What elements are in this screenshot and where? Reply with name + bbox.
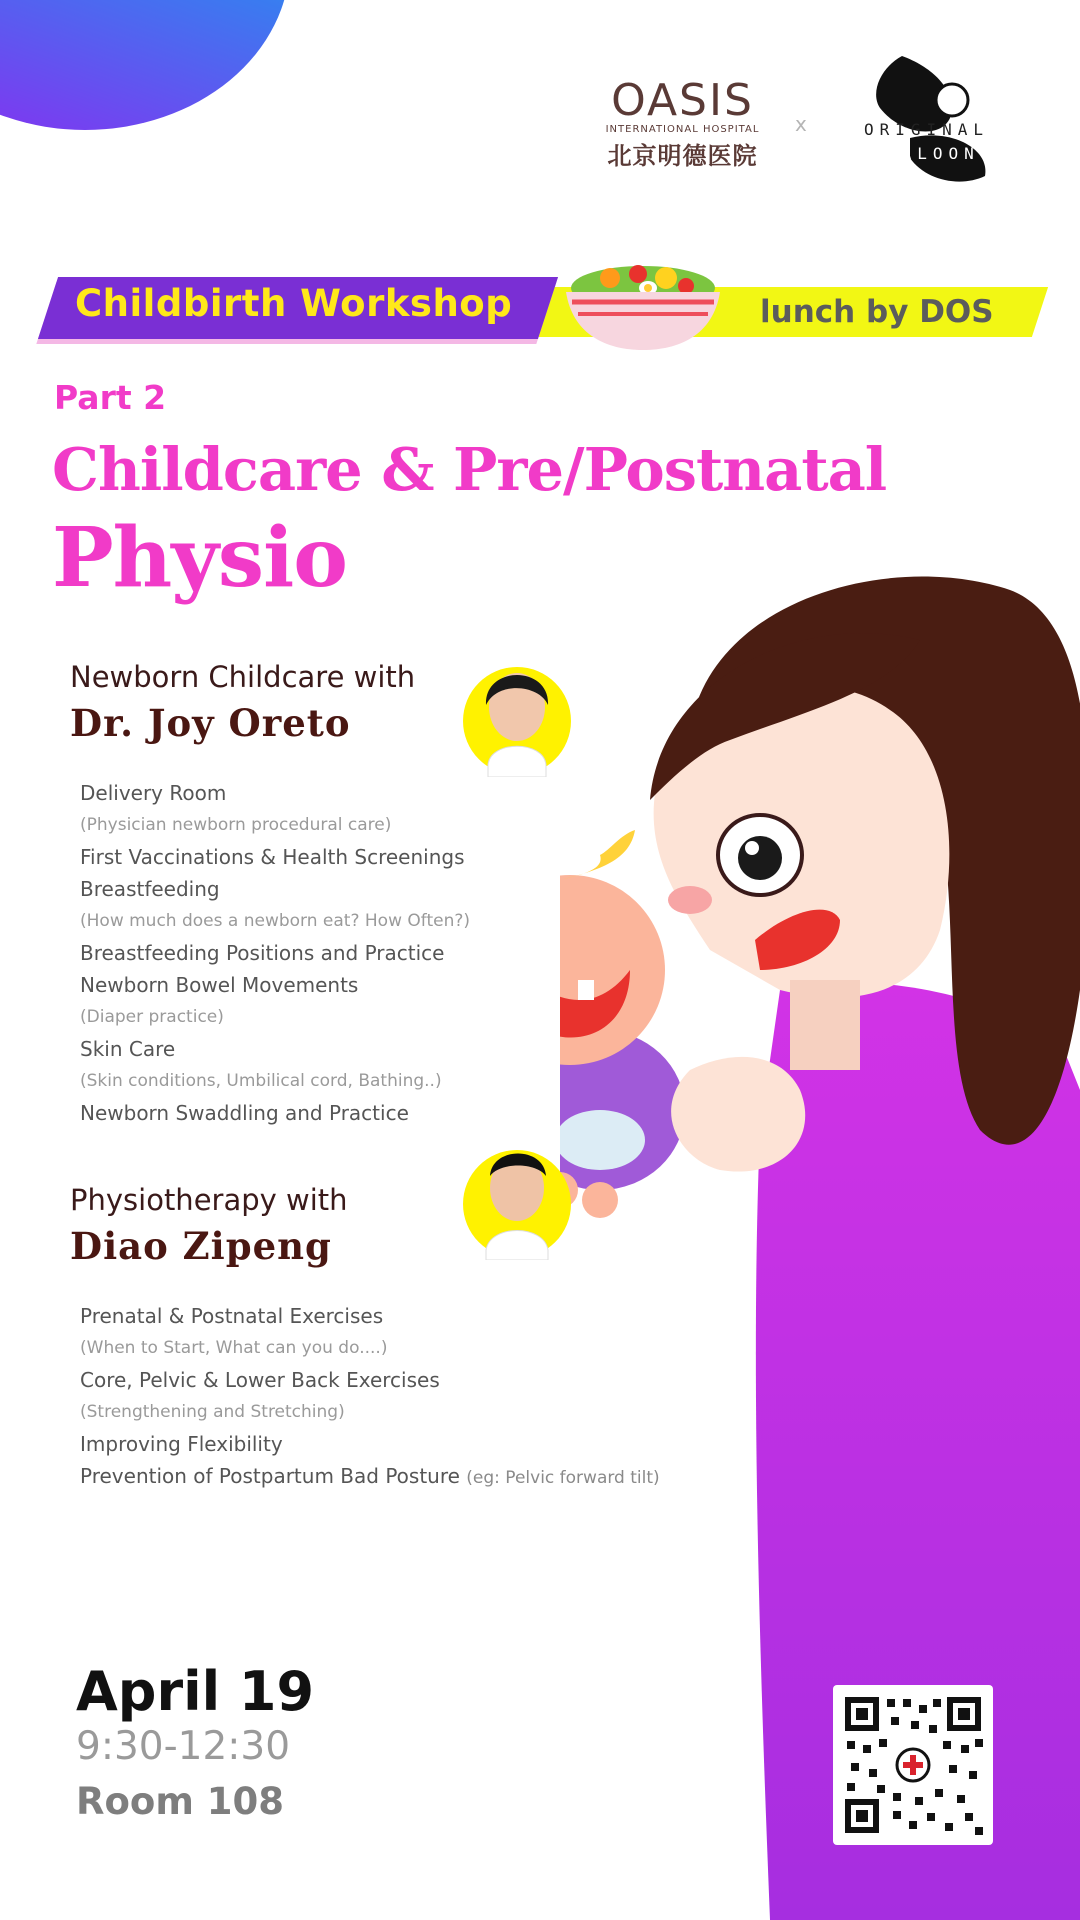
logo-subtitle: INTERNATIONAL HOSPITAL <box>605 124 760 135</box>
speaker1-portrait <box>458 645 576 777</box>
section2-topic-list <box>80 1300 660 1492</box>
collaboration-separator: x <box>795 112 807 136</box>
dos-partner-logo <box>840 48 1000 188</box>
list-item: Skin Care <box>80 1037 176 1061</box>
list-item: Prenatal & Postnatal Exercises <box>80 1304 384 1328</box>
dos-logo-graphic <box>840 48 1000 188</box>
event-time: 9:30-12:30 <box>76 1724 291 1769</box>
event-room: Room 108 <box>76 1780 284 1823</box>
list-item-detail: (Physician newborn procedural care) <box>80 815 392 835</box>
lunch-sponsor-text: lunch by DOS <box>760 294 994 330</box>
speaker2-portrait <box>458 1128 576 1260</box>
salad-bowl-icon <box>558 248 728 358</box>
page-title-line-1: Childcare & Pre/Postnatal <box>52 435 887 504</box>
section2-intro: Physiotherapy with <box>70 1183 348 1217</box>
corner-gradient-shape <box>0 0 290 130</box>
workshop-title: Childbirth Workshop <box>75 282 513 325</box>
list-item-detail: (How much does a newborn eat? How Often?) <box>80 911 470 931</box>
list-item-detail: (When to Start, What can you do....) <box>80 1338 388 1358</box>
qr-code[interactable] <box>833 1685 993 1845</box>
list-item-detail: (Skin conditions, Umbilical cord, Bathing..) <box>80 1071 442 1091</box>
dos-line-1: DO <box>848 98 880 117</box>
dos-line-3: SALOON <box>886 144 980 163</box>
list-item: First Vaccinations & Health Screenings <box>80 845 465 869</box>
list-item-text: Prevention of Postpartum Bad Posture <box>80 1464 460 1488</box>
logo-wordmark: OASIS <box>611 75 754 126</box>
section1-intro: Newborn Childcare with <box>70 660 416 694</box>
list-item-detail: (Diaper practice) <box>80 1007 224 1027</box>
list-item-detail: (Strengthening and Stretching) <box>80 1402 345 1422</box>
dos-line-2: ORIGINAL <box>864 120 990 139</box>
section1-topic-list <box>80 777 640 1129</box>
oasis-hospital-logo <box>595 75 770 170</box>
part-label: Part 2 <box>54 378 167 417</box>
list-item: Core, Pelvic & Lower Back Exercises <box>80 1368 440 1392</box>
list-item: Delivery Room <box>80 781 227 805</box>
list-item: Newborn Bowel Movements <box>80 973 359 997</box>
list-item: Breastfeeding Positions and Practice <box>80 941 445 965</box>
list-item-note: (eg: Pelvic forward tilt) <box>466 1468 660 1488</box>
list-item <box>80 1460 660 1492</box>
qr-code-graphic <box>833 1685 993 1845</box>
logo-chinese-name: 北京明德医院 <box>607 142 758 170</box>
page-title-line-2: Physio <box>52 510 347 606</box>
list-item: Newborn Swaddling and Practice <box>80 1101 409 1125</box>
mother-and-baby-illustration <box>560 570 1080 1920</box>
speaker2-name: Diao Zipeng <box>70 1224 332 1268</box>
list-item: Breastfeeding <box>80 877 220 901</box>
list-item: Improving Flexibility <box>80 1432 283 1456</box>
speaker1-name: Dr. Joy Oreto <box>70 701 351 745</box>
event-date: April 19 <box>76 1660 315 1723</box>
